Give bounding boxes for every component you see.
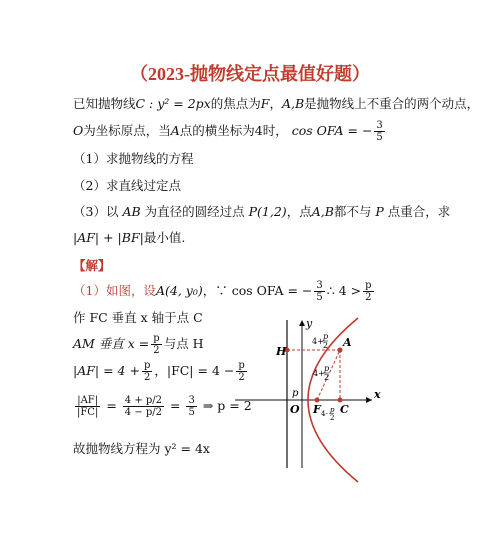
solution-label: 【解】 (73, 258, 111, 273)
dist-label-fa: 4+ (313, 369, 325, 378)
solution-step-1: （1）如图，设A(4, y₀)，∵ cos OFA = − $\frac{3}{5}$ ∴ 4 > $\frac{p}{2}$ (73, 280, 372, 303)
dist-label-ha: 4+ (312, 337, 324, 346)
point-c (338, 398, 343, 403)
solution-step-2: 作 FC 垂直 x 轴于点 C (73, 310, 203, 325)
solution-conclusion: 故抛物线方程为 y² = 4x (73, 441, 210, 456)
svg-text:2: 2 (330, 414, 335, 422)
question-3-line-2: |AF| + |BF|最小值. (73, 230, 186, 245)
svg-text:p: p (324, 364, 330, 373)
y-axis-arrow (299, 320, 305, 326)
svg-text:2: 2 (323, 341, 329, 350)
svg-text:p: p (323, 332, 329, 341)
point-f (315, 398, 320, 403)
dist-label-fc: 4- (321, 410, 328, 418)
label-y: y (306, 317, 313, 330)
svg-text:p: p (330, 406, 335, 414)
question-3-line-1: （3）以 AB 为直径的圆经过点 P(1,2)，点A,B都不与 P 点重合，求 (73, 204, 451, 219)
x-axis-arrow (366, 397, 372, 403)
question-1: （1）求抛物线的方程 (73, 151, 194, 166)
svg-text:2: 2 (324, 373, 330, 382)
label-h: H (276, 345, 287, 358)
question-2: （2）求直线过定点 (73, 178, 181, 193)
label-x: x (374, 388, 381, 401)
page-title: （2023-抛物线定点最值好题） (130, 64, 370, 84)
label-f: F (313, 403, 321, 416)
label-a: A (343, 336, 352, 349)
solution-step-4: |AF| = 4 + $\frac{p}{2}$ ，|FC| = 4 − $\frac{p}{2}$ (73, 360, 245, 383)
label-c: C (340, 403, 349, 416)
solution-step-3: AM 垂直 x = $\frac{p}{2}$ 与点 H (73, 333, 204, 356)
label-p: p (292, 388, 299, 399)
problem-line-2: O为坐标原点，当A点的横坐标为4时， cos OFA = − $\frac{3}{5}$ (73, 120, 383, 143)
problem-line-1: 已知抛物线C : y² = 2px的焦点为F，A,B是抛物线上不重合的两个动点， (73, 96, 480, 111)
solution-step-5: $\frac{|AF|}{|FC|}$ = $\frac{4 + p/2}{4 - p/2}$ = $\frac{3}{5}$ ⇒ p = 2 (77, 395, 252, 418)
point-a (338, 348, 343, 353)
label-o: O (290, 403, 300, 416)
